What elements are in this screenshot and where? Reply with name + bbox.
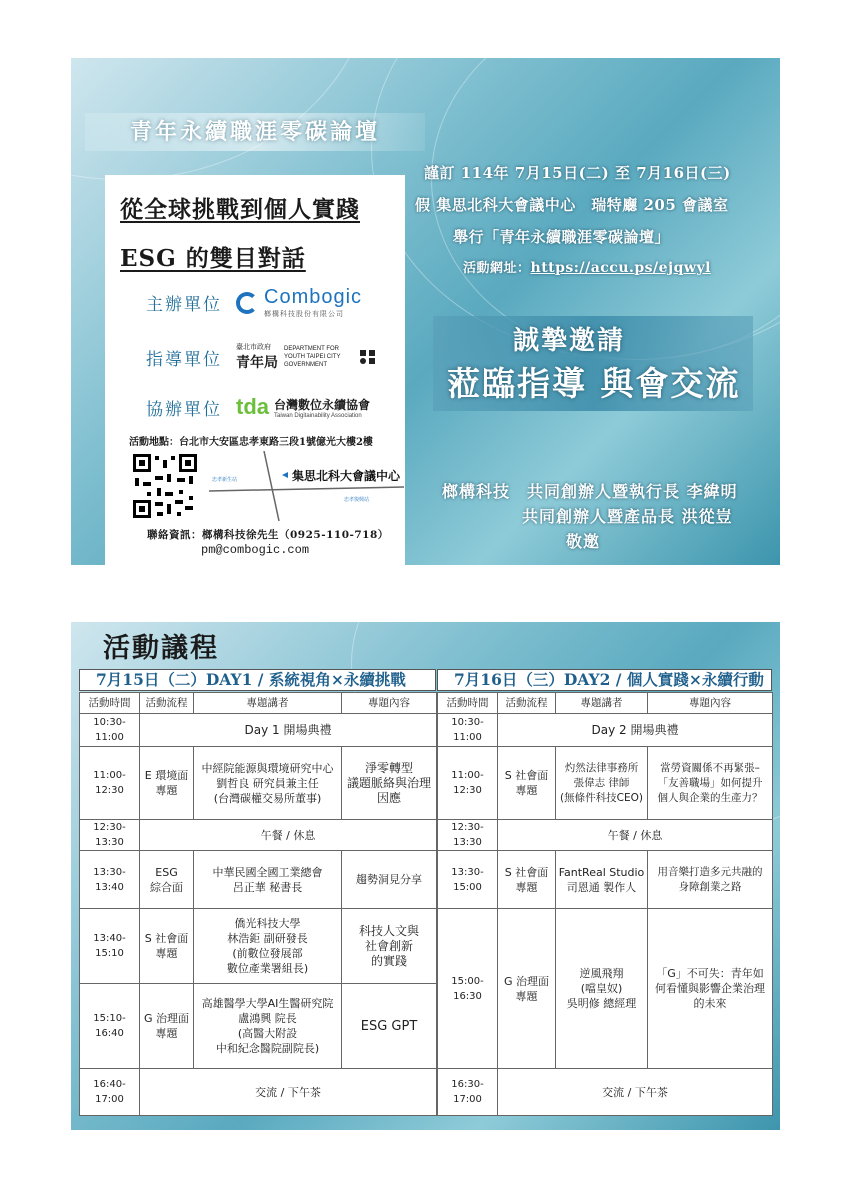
session-content: 淨零轉型 議題脈絡與治理因應 bbox=[342, 747, 437, 820]
session-speaker: FantReal Studio 司恩通 製作人 bbox=[556, 851, 648, 909]
forum-banner: 青年永續職涯零碳論壇 bbox=[85, 113, 425, 151]
qr-code-icon[interactable] bbox=[133, 454, 197, 518]
invitation-card bbox=[71, 58, 780, 565]
session-time: 10:30-11:00 bbox=[80, 714, 140, 747]
organizer-name: Combogic bbox=[264, 286, 363, 308]
session-flow: G 治理面 專題 bbox=[140, 984, 194, 1069]
day2-header: 7月16日（三）DAY2 / 個人實踐×永續行動 bbox=[437, 669, 772, 691]
session-content: 當勞資關係不再緊張– 「友善職場」如何提升 個人與企業的生產力？ bbox=[648, 747, 773, 820]
table-row bbox=[80, 984, 437, 1069]
table-row bbox=[80, 747, 437, 820]
session-time: 13:30-15:00 bbox=[438, 851, 498, 909]
table-row bbox=[80, 714, 437, 747]
tdsa-logo bbox=[236, 394, 370, 420]
invite-line2: 蒞臨指導 與會交流 bbox=[447, 364, 741, 403]
organizer-role: 協辦單位 bbox=[146, 399, 222, 420]
organizer-guide bbox=[146, 342, 380, 372]
session-time: 16:30-17:00 bbox=[438, 1069, 498, 1116]
session-speaker: 中經院能源與環境研究中心 劉哲良 研究員兼主任 (台灣碳權交易所董事) bbox=[194, 747, 342, 820]
youth-bureau-logo bbox=[236, 342, 380, 372]
organizer-host bbox=[146, 286, 362, 319]
table-header-row bbox=[80, 693, 437, 714]
table-row bbox=[438, 820, 773, 851]
map-station-west: 忠孝新生站 bbox=[212, 477, 238, 483]
session-time: 13:40-15:10 bbox=[80, 909, 140, 984]
session-content: 趨勢洞見分享 bbox=[342, 851, 437, 909]
session-time: 15:10-16:40 bbox=[80, 984, 140, 1069]
session-time: 11:00-12:30 bbox=[438, 747, 498, 820]
day1-header: 7月15日（二）DAY1 / 系統視角×永續挑戰 bbox=[79, 669, 436, 691]
session-speaker: 灼然法律事務所 張偉志 律師 (無條件科技CEO) bbox=[556, 747, 648, 820]
session-content: ESG GPT bbox=[342, 984, 437, 1069]
session-time: 15:00-16:30 bbox=[438, 909, 498, 1069]
table-row bbox=[80, 820, 437, 851]
column-header: 活動流程 bbox=[140, 693, 194, 714]
session-speaker: 僑光科技大學 林浩鉅 副研發長 (前數位發展部 數位產業署組長) bbox=[194, 909, 342, 984]
session-merged: 交流 / 下午茶 bbox=[140, 1069, 437, 1116]
day2-table bbox=[437, 692, 773, 1116]
session-time: 12:30-13:30 bbox=[438, 820, 498, 851]
combogic-logo bbox=[236, 286, 362, 319]
headline-line2: ESG 的雙目對話 bbox=[120, 245, 306, 272]
table-row bbox=[438, 714, 773, 747]
invite-line1: 誠摯邀請 bbox=[513, 326, 626, 356]
table-row bbox=[438, 747, 773, 820]
table-row bbox=[438, 1069, 773, 1116]
event-address: 活動地點：台北市大安區忠孝東路三段1號億光大樓2樓 bbox=[129, 437, 373, 448]
session-flow: S 社會面 專題 bbox=[140, 909, 194, 984]
session-flow: S 社會面 專題 bbox=[498, 851, 556, 909]
session-content: 「G」不可失：青年如 何看懂與影響企業治理 的未來 bbox=[648, 909, 773, 1069]
map-venue-label: 集思北科大會議中心 bbox=[292, 469, 401, 483]
session-time: 10:30-11:00 bbox=[438, 714, 498, 747]
contact-email[interactable]: pm@combogic.com bbox=[201, 543, 310, 557]
venue-line: 假 集思北科大會議中心 瑞特廳 205 會議室 bbox=[415, 196, 729, 214]
session-speaker: 中華民國全國工業總會 呂正華 秘書長 bbox=[194, 851, 342, 909]
agenda-title: 活動議程 bbox=[103, 633, 219, 664]
column-header: 活動流程 bbox=[498, 693, 556, 714]
organizer-subname: 臺北市政府 bbox=[236, 344, 271, 351]
organizer-name: 台灣數位永續協會 bbox=[274, 397, 371, 412]
organizer-name: 青年局 bbox=[236, 355, 278, 371]
session-speaker: 逆風飛翔 (噹皇奴) 吳明修 總經理 bbox=[556, 909, 648, 1069]
organizer-role: 主辦單位 bbox=[146, 295, 222, 315]
event-url-label: 活動網址： bbox=[463, 261, 531, 276]
session-content: 科技人文與 社會創新 的實踐 bbox=[342, 909, 437, 984]
session-speaker: 高雄醫學大學AI生醫研究院 盧鴻興 院長 (高醫大附設 中和紀念醫院副院長) bbox=[194, 984, 342, 1069]
organizer-dept: DEPARTMENT FOR YOUTH TAIPEI CITY GOVERNMENT bbox=[284, 346, 341, 368]
column-header: 專題內容 bbox=[648, 693, 773, 714]
event-url-row bbox=[463, 257, 711, 276]
table-row bbox=[80, 1069, 437, 1116]
column-header: 活動時間 bbox=[80, 693, 140, 714]
combogic-icon bbox=[236, 292, 258, 314]
organizer-subname: 榔構科技股份有限公司 bbox=[264, 311, 344, 318]
session-flow: S 社會面 專題 bbox=[498, 747, 556, 820]
signature-line2: 共同創辦人暨產品長 洪從豈 bbox=[522, 507, 733, 526]
table-row bbox=[438, 851, 773, 909]
session-time: 11:00-12:30 bbox=[80, 747, 140, 820]
headline-line1: 從全球挑戰到個人實踐 bbox=[120, 196, 360, 223]
session-time: 12:30-13:30 bbox=[80, 820, 140, 851]
session-content: 用音樂打造多元共融的 身障創業之路 bbox=[648, 851, 773, 909]
column-header: 專題內容 bbox=[342, 693, 437, 714]
session-flow: E 環境面專題 bbox=[140, 747, 194, 820]
map-station-east: 忠孝復興站 bbox=[344, 497, 370, 503]
held-line: 舉行「青年永續職涯零碳論壇」 bbox=[453, 228, 671, 246]
date-line: 謹訂 114年 7月15日(二) 至 7月16日(三) bbox=[424, 164, 731, 182]
table-header-row bbox=[438, 693, 773, 714]
map-marker-icon bbox=[282, 472, 288, 478]
session-merged: 午餐 / 休息 bbox=[498, 820, 773, 851]
signature-line3: 敬邀 bbox=[566, 532, 601, 551]
table-row bbox=[438, 909, 773, 1069]
organizer-role: 指導單位 bbox=[146, 349, 222, 370]
session-merged: 交流 / 下午茶 bbox=[498, 1069, 773, 1116]
tdsa-icon: tda bbox=[236, 394, 269, 419]
day1-table bbox=[79, 692, 437, 1116]
organizer-subname: Taiwan Digitainability Association bbox=[274, 412, 362, 419]
venue-map bbox=[204, 451, 404, 521]
signature-line1: 榔構科技 共同創辦人暨執行長 李緯明 bbox=[442, 482, 738, 501]
youth-bureau-icon bbox=[358, 348, 380, 366]
organizer-co bbox=[146, 394, 370, 420]
column-header: 專題講者 bbox=[556, 693, 648, 714]
session-time: 16:40-17:00 bbox=[80, 1069, 140, 1116]
session-merged: 午餐 / 休息 bbox=[140, 820, 437, 851]
session-flow: ESG 綜合面 bbox=[140, 851, 194, 909]
session-merged: Day 1 開場典禮 bbox=[140, 714, 437, 747]
column-header: 活動時間 bbox=[438, 693, 498, 714]
table-row bbox=[80, 851, 437, 909]
session-flow: G 治理面 專題 bbox=[498, 909, 556, 1069]
agenda-card bbox=[71, 622, 780, 1130]
column-header: 專題講者 bbox=[194, 693, 342, 714]
session-time: 13:30-13:40 bbox=[80, 851, 140, 909]
session-merged: Day 2 開場典禮 bbox=[498, 714, 773, 747]
table-row bbox=[80, 909, 437, 984]
contact-info: 聯絡資訊：榔構科技徐先生（0925-110-718） bbox=[147, 529, 389, 541]
event-url-link[interactable]: https://accu.ps/ejqwyl bbox=[530, 260, 711, 276]
